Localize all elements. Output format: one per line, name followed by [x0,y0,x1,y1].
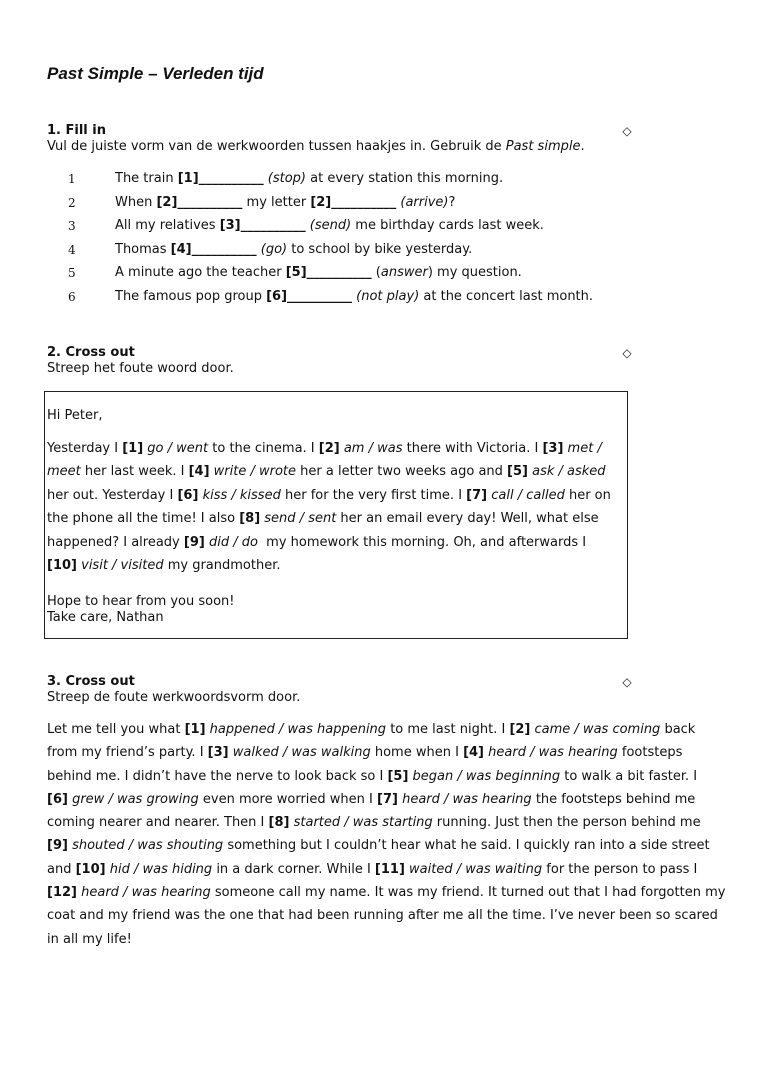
section-2-instruction: Streep het foute woord door. [47,361,234,376]
letter-closing [47,594,235,626]
item-number: [2] [318,441,340,456]
story-text-run: running. Just then the person behind me [432,815,701,831]
sentence-text: A minute ago the teacher [115,265,286,280]
word-choice[interactable]: ask / asked [532,464,606,480]
story-paragraph [47,718,727,951]
story-text-run: footsteps behind me. I didn’t have the nerve to look back so I [47,745,683,784]
verb-choice[interactable]: began / was beginning [412,768,561,784]
letter-greeting: Hi Peter, [47,408,103,423]
diamond-icon: ◇ [622,675,632,689]
verb-hint: (not play) [356,288,420,304]
item-number: [5] [507,464,528,480]
blank-tag: [4] [170,241,192,257]
item-number: [4] [188,464,210,480]
answer-blank[interactable]: __________ [287,288,353,304]
sentence-text: ? [448,194,456,210]
instruction-text-end: . [580,139,585,154]
letter-body [47,437,629,577]
item-number: 5 [68,266,76,280]
verb-choice[interactable]: hid / was hiding [109,861,213,877]
diamond-icon: ◇ [622,124,632,138]
item-number: [7] [466,487,488,503]
fill-in-item [47,169,687,193]
letter-text: her for the very first time. I [280,487,467,503]
verb-choice[interactable]: heard / was hearing [402,791,532,807]
story-text-run: to walk a bit faster. I [560,768,698,784]
section-1-title: 1. Fill in [47,123,106,138]
verb-hint: (arrive) [400,194,449,210]
item-number: [8] [268,815,290,831]
story-text-run: even more worried when I [198,791,377,807]
verb-choice[interactable]: came / was coming [534,722,661,737]
letter-text: her out. Yesterday I [47,487,178,503]
item-sentence [115,287,593,311]
verb-choice[interactable]: walked / was walking [232,745,371,761]
sentence-text: Thomas [115,241,171,257]
fill-in-item [47,287,687,311]
verb-choice[interactable]: shouted / was shouting [72,838,224,854]
answer-blank[interactable]: __________ [177,194,243,210]
sentence-text: All my relatives [115,218,220,233]
blank-tag: [3] [219,218,241,233]
item-number: 6 [68,289,76,304]
letter-text: her a letter two weeks ago and [296,464,508,480]
section-1-instruction [47,139,633,155]
item-number: [4] [463,745,484,761]
answer-blank[interactable]: __________ [306,265,372,280]
section-1-header [47,123,633,155]
sentence-text: ) my question. [427,265,522,280]
item-number: [11] [374,861,405,877]
instruction-text: Vul de juiste vorm van de werkwoorden tussen haakjes in. Gebruik de [47,139,506,154]
sentence-text: at the concert last month. [419,288,594,304]
story-text-run: for the person to pass I [542,861,698,877]
sentence-text: The train [115,171,178,186]
answer-blank[interactable]: __________ [240,218,306,233]
word-choice[interactable]: call / called [491,487,565,503]
instruction-emphasis: Past simple [505,139,581,154]
blank-tag: [2] [310,194,332,210]
letter-text: her an email every day! Well, what else happened? I already [47,511,599,550]
fill-in-item [47,263,687,287]
sentence-text: to school by bike yesterday. [287,241,473,257]
item-number: [9] [47,838,68,854]
answer-blank[interactable]: __________ [198,171,264,186]
signature-line: Take care, Nathan [47,610,164,625]
answer-blank[interactable]: __________ [191,241,257,257]
verb-choice[interactable]: grew / was growing [72,791,199,807]
story-text-run: to me last night. I [386,722,510,737]
section-2-header [47,345,633,377]
item-sentence [115,240,472,264]
word-choice[interactable]: write / wrote [213,464,297,480]
sentence-text: at every station this morning. [306,171,504,186]
verb-choice[interactable]: waited / was waiting [409,861,543,877]
item-number: [8] [239,511,261,527]
blank-tag: [2] [156,194,178,210]
item-number: 2 [68,195,76,210]
item-number: [7] [377,791,398,807]
verb-choice[interactable]: happened / was happening [209,722,387,737]
item-number: [6] [177,487,199,503]
section-3-title: 3. Cross out [47,674,135,689]
diamond-icon: ◇ [622,346,632,360]
item-number: [1] [184,722,206,737]
fill-in-list [47,169,687,310]
item-number: [5] [387,768,409,784]
letter-text: my grandmother. [163,558,281,574]
item-number: [1] [122,441,144,456]
item-sentence [115,193,455,217]
sentence-text: ( [371,265,381,280]
blank-tag: [5] [285,265,307,280]
item-number: [9] [183,534,205,550]
story-text-run: back from my friend’s party. I [47,722,696,761]
verb-hint: answer [380,265,428,280]
letter-text: Yesterday I [47,441,123,456]
verb-hint: (go) [260,241,288,257]
story-text-run: Let me tell you what [47,722,185,737]
letter-box [44,391,628,639]
story-text-run: the footsteps behind me coming nearer and nearer. Then I [47,791,696,831]
item-number: 4 [68,242,76,257]
item-sentence [115,169,503,193]
item-number: [10] [47,558,77,574]
letter-text: her last week. I [80,464,189,480]
fill-in-item [47,193,687,217]
letter-text: there with Victoria. I [402,441,543,456]
sentence-text: me birthday cards last week. [351,218,544,233]
letter-text: my homework this morning. Oh, and afterwards I [257,534,591,550]
word-choice[interactable]: kiss / kissed [202,487,281,503]
item-number: [12] [47,885,77,901]
item-number: [10] [75,861,106,877]
story-text-run: in a dark corner. While I [212,861,375,877]
item-number: [3] [207,745,229,761]
word-choice[interactable]: send / sent [264,511,337,527]
item-number: 1 [68,172,76,186]
page-title: Past Simple – Verleden tijd [47,64,264,83]
item-number: [6] [47,791,68,807]
story-text-run: something but I couldn’t hear what he said. I quickly ran into a side street and [47,838,710,877]
section-3-header [47,674,633,706]
story-text-run: someone call my name. It was my friend. It turned out that I had forgotten my coat and my friend was the one that had been running after me all the time. I’ve never been so scared in all my life! [47,885,726,947]
word-choice[interactable]: met / meet [47,441,602,480]
sentence-text: my letter [242,194,311,210]
verb-choice[interactable]: started / was starting [293,815,433,831]
story-text [47,718,727,951]
item-number: 3 [68,219,76,233]
letter-text: her on the phone all the time! I also [47,487,611,527]
verb-choice[interactable]: heard / was hearing [81,885,211,901]
section-2-title: 2. Cross out [47,345,135,360]
blank-tag: [6] [266,288,288,304]
word-choice[interactable]: go / went [147,441,209,456]
fill-in-item [47,240,687,264]
story-text-run: home when I [370,745,464,761]
answer-blank[interactable]: __________ [331,194,397,210]
closing-line: Hope to hear from you soon! [47,594,235,609]
verb-choice[interactable]: heard / was hearing [488,745,618,761]
verb-hint: (send) [309,218,352,233]
item-sentence [115,216,544,240]
section-3-instruction: Streep de foute werkwoordsvorm door. [47,690,301,705]
blank-tag: [1] [177,171,199,186]
item-number: [3] [542,441,564,456]
item-number: [2] [509,722,531,737]
word-choice[interactable]: am / was [343,441,403,456]
item-sentence [115,263,522,287]
sentence-text: The famous pop group [115,288,267,304]
verb-hint: (stop) [267,171,307,186]
word-choice[interactable]: did / do [208,534,258,550]
sentence-text: When [115,194,157,210]
letter-text: to the cinema. I [208,441,319,456]
fill-in-item [47,216,687,240]
word-choice[interactable]: visit / visited [81,558,164,574]
